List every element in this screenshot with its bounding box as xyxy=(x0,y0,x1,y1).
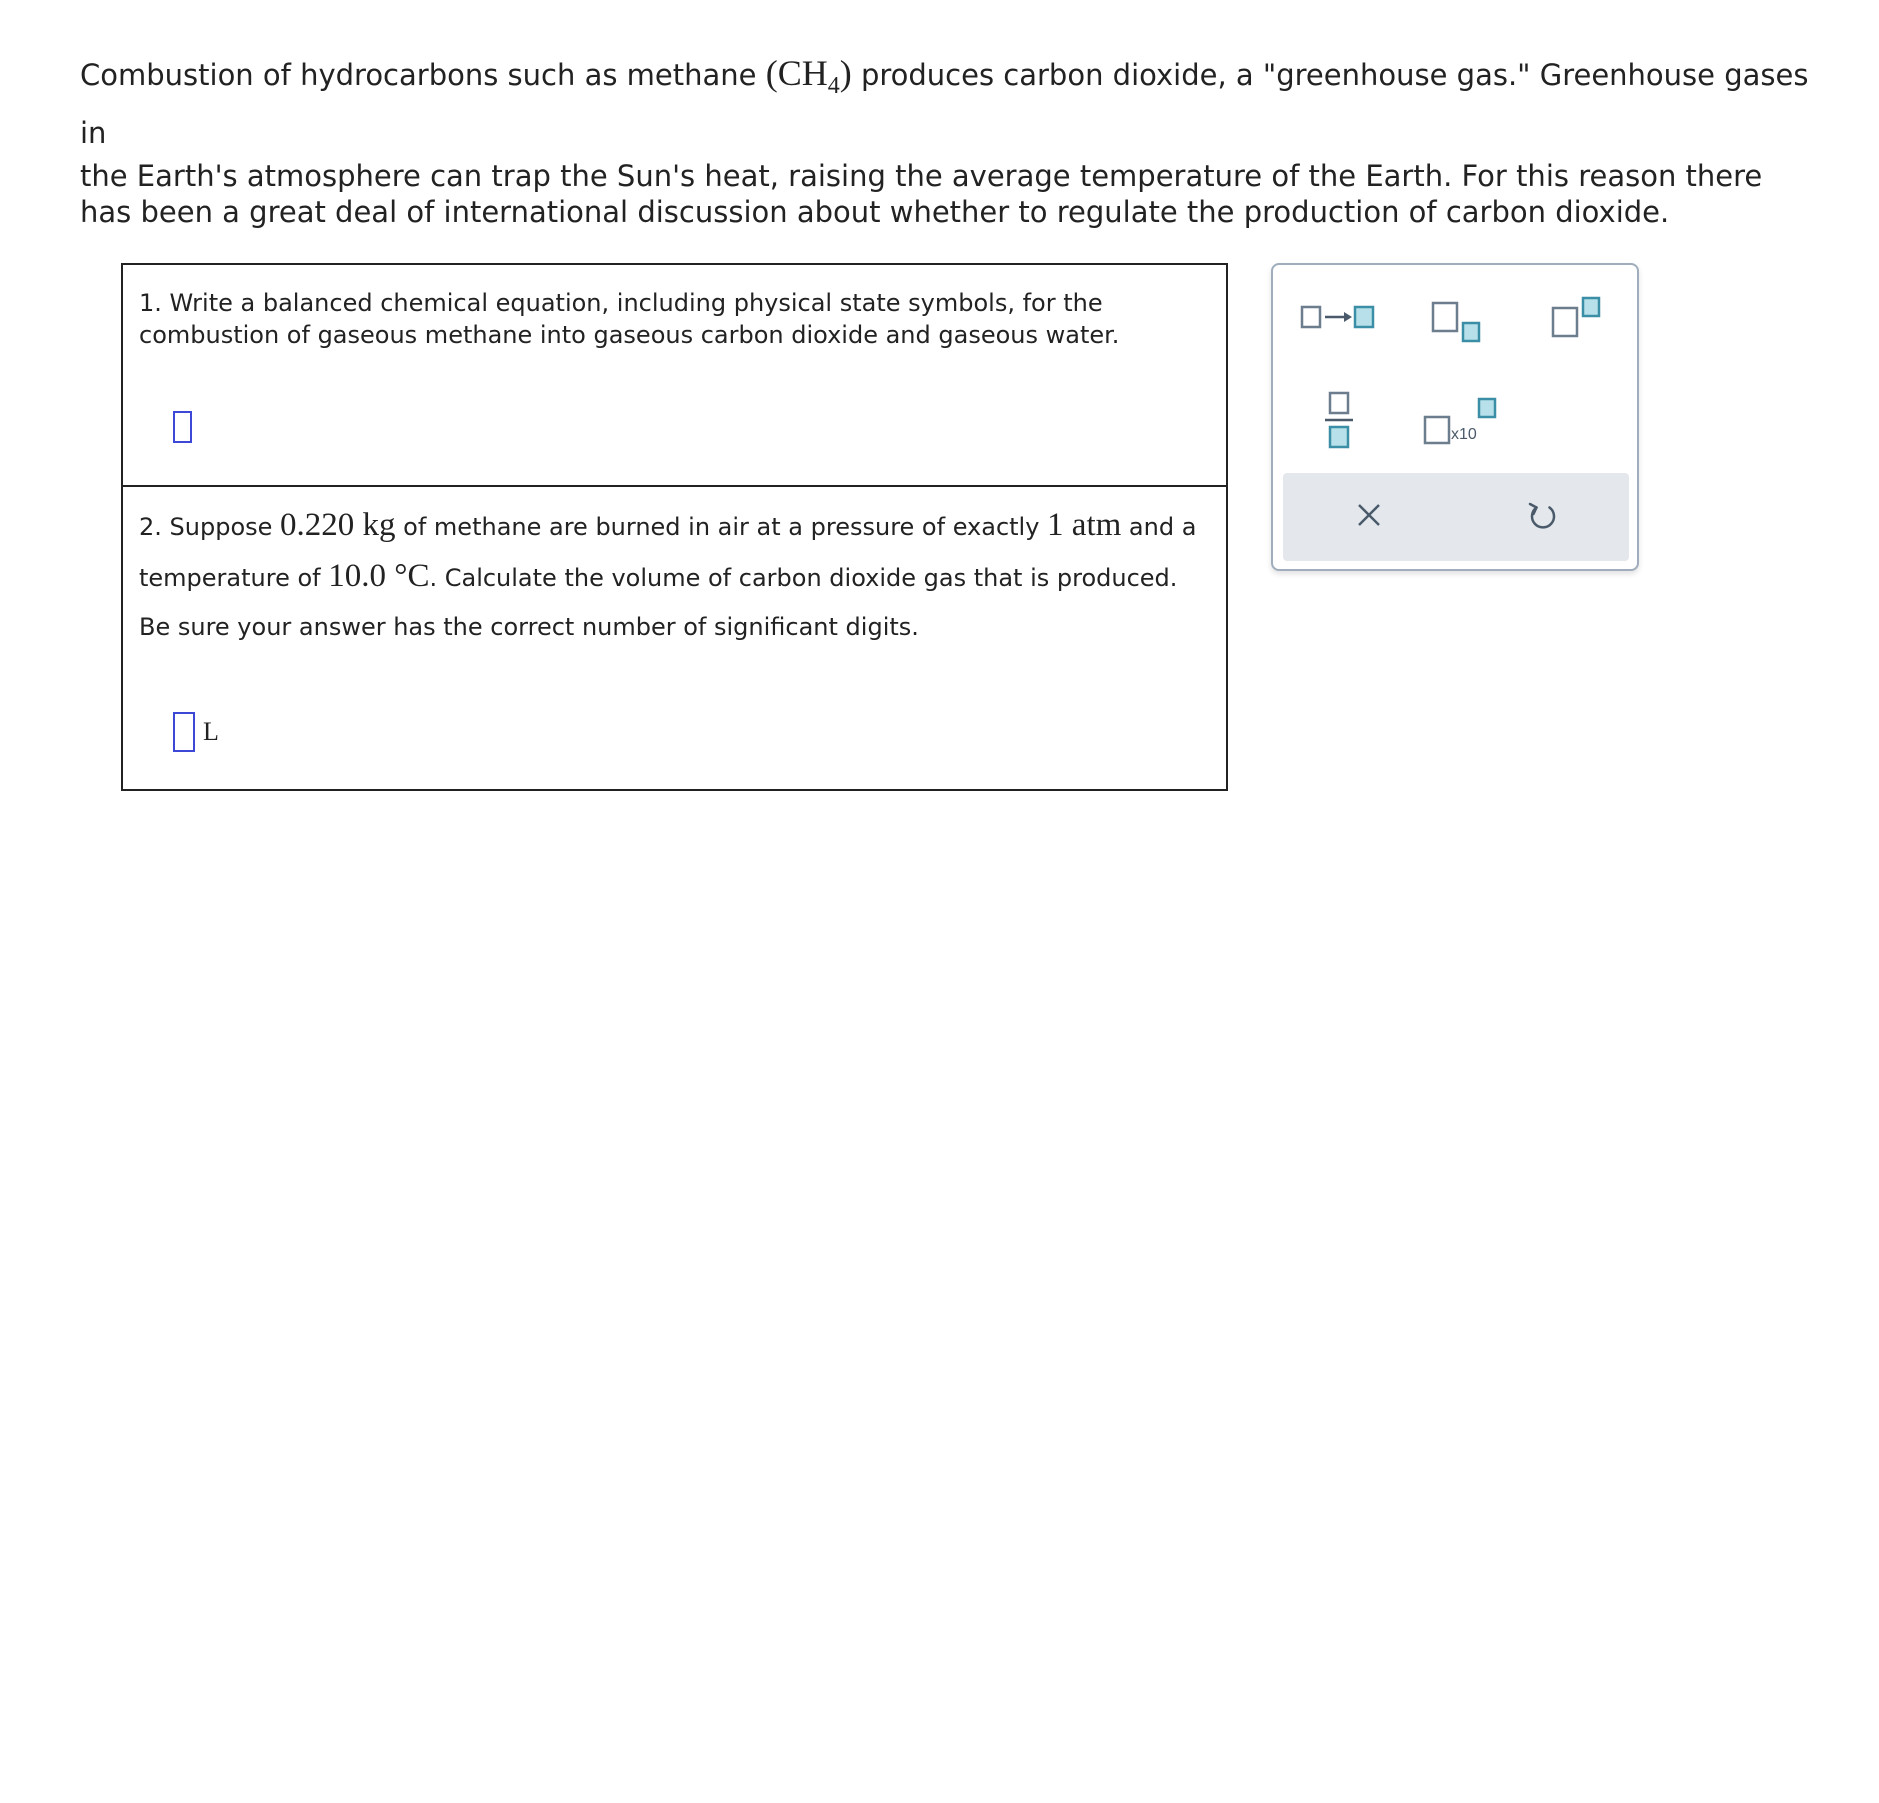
fraction-icon[interactable] xyxy=(1323,391,1355,449)
intro-text-a: Combustion of hydrocarbons such as methane xyxy=(80,58,766,92)
question-1 xyxy=(123,265,1226,487)
pressure-value: 1 xyxy=(1047,507,1064,543)
reaction-arrow-icon[interactable] xyxy=(1300,303,1376,331)
sci-notation-label: x10 xyxy=(1451,426,1477,443)
scientific-notation-icon[interactable] xyxy=(1423,397,1503,445)
superscript-icon[interactable] xyxy=(1551,295,1607,339)
question-1-text: 1. Write a balanced chemical equation, including physical state symbols, for the combustion of gaseous methane into gaseous carbon dioxide and gaseous water. xyxy=(139,289,1120,349)
temperature-unit: °C xyxy=(394,558,430,594)
intro-paragraph xyxy=(80,44,1820,230)
question-2 xyxy=(123,487,1226,789)
undo-icon[interactable] xyxy=(1523,495,1563,535)
questions-panel xyxy=(121,263,1228,791)
pressure-unit: atm xyxy=(1071,507,1122,543)
temperature-value: 10.0 xyxy=(328,558,386,594)
math-palette xyxy=(1271,263,1639,571)
question-2-answer-row xyxy=(139,712,1210,752)
volume-answer-input[interactable] xyxy=(173,712,195,752)
mass-value: 0.220 xyxy=(280,507,355,543)
intro-text-c: the Earth's atmosphere can trap the Sun's heat, raising the average temperature of the Earth. For this reason there has been a great deal of international discussion about whether to regulate the production of carbon dioxide. xyxy=(80,159,1763,229)
question-1-answer-row xyxy=(139,411,1210,443)
intro-text-b: produces carbon dioxide, a "greenhouse gas." Greenhouse gases in xyxy=(80,58,1809,150)
subscript-icon[interactable] xyxy=(1431,300,1487,344)
clear-icon[interactable] xyxy=(1351,497,1387,533)
equation-answer-input[interactable] xyxy=(173,411,192,443)
volume-unit-label: L xyxy=(203,717,219,746)
methane-formula: $(CH_4)$ xyxy=(765,53,852,99)
action-bar xyxy=(1283,473,1629,561)
mass-unit: kg xyxy=(362,507,396,543)
question-2-text: 2. Suppose 0.220 kg of methane are burned in air at a pressure of exactly 1 atm and a temperature of 10.0 °C. Calculate the volume of carbon dioxide gas that is produced. Be sure your answer has the correct number of significant digits. xyxy=(139,507,1197,641)
